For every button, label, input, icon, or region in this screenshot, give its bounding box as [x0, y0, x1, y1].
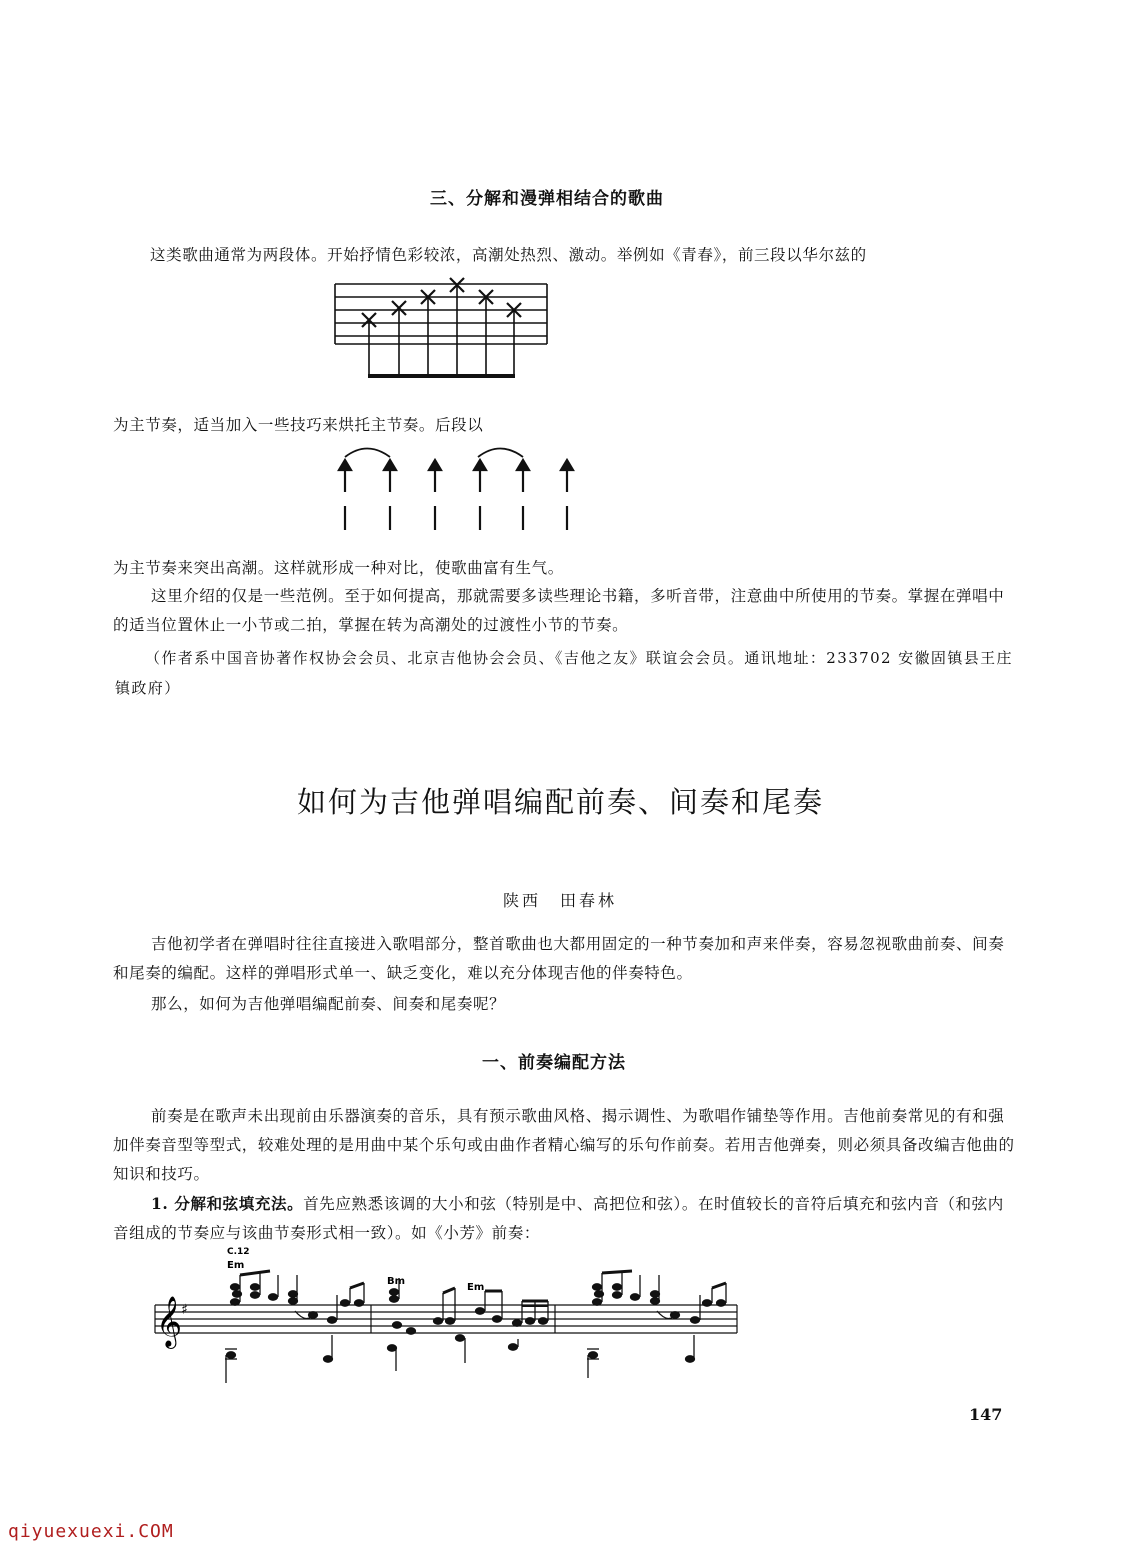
after-tab-text: 为主节奏，适当加入一些技巧来烘托主节奏。后段以 — [113, 416, 484, 434]
chord-label: Em — [467, 1282, 485, 1293]
waltz-tab-diagram — [332, 276, 552, 386]
site-watermark: qiyuexuexi.COM — [8, 1521, 174, 1542]
treble-clef-icon: 𝄞 — [156, 1296, 183, 1347]
chord-label: Em — [227, 1260, 245, 1271]
page-number: 147 — [969, 1405, 1003, 1424]
method-title: 1. 分解和弦填充法。 — [151, 1194, 304, 1213]
section-heading: 三、分解和漫弹相结合的歌曲 — [430, 189, 664, 209]
method-text: 首先应熟悉该调的大小和弦（特别是中、高把位和弦）。在时值较长的音符后填充和弦内音（和弦内音组成的节奏应与该曲节奏形式相一致）。如《小芳》前奏： — [113, 1195, 1004, 1242]
sharp-icon: ♯ — [181, 1302, 188, 1318]
chord-label: Bm — [387, 1276, 406, 1287]
strum-pattern-diagram — [335, 442, 580, 537]
section-heading-prelude: 一、前奏编配方法 — [482, 1053, 626, 1073]
method-paragraph — [113, 1189, 1018, 1248]
after-strum-text: 为主节奏来突出高潮。这样就形成一种对比，使歌曲富有生气。 — [113, 559, 564, 577]
author-note: （作者系中国音协著作权协会会员、北京吉他协会会员、《吉他之友》联谊会会员。通讯地址：233702 安徽固镇县王庄镇政府） — [115, 649, 1013, 697]
position-mark: C.12 — [227, 1247, 250, 1257]
prelude-paragraph: 前奏是在歌声未出现前由乐器演奏的音乐，具有预示歌曲风格、揭示调性、为歌唱作铺垫等作用。吉他前奏常见的有和强加伴奏音型等型式，较难处理的是用曲中某个乐句或由曲作者精心编写的乐句作前奏。若用吉他弹奏，则必须具备改编吉他曲的知识和技巧。 — [113, 1107, 1015, 1183]
section-intro: 这类歌曲通常为两段体。开始抒情色彩较浓，高潮处热烈、激动。举例如《青春》，前三段以华尔兹的 — [150, 246, 867, 264]
article-question: 那么，如何为吉他弹唱编配前奏、间奏和尾奏呢？ — [151, 995, 506, 1013]
xiaofang-prelude-score — [145, 1243, 745, 1393]
article-paragraph: 吉他初学者在弹唱时往往直接进入歌唱部分，整首歌曲也大都用固定的一种节奏加和声来伴奏，容易忽视歌曲前奏、间奏和尾奏的编配。这样的弹唱形式单一、缺乏变化，难以充分体现吉他的伴奏特色。 — [113, 935, 1005, 982]
article-title: 如何为吉他弹唱编配前奏、间奏和尾奏 — [297, 785, 825, 819]
summary-paragraph: 这里介绍的仅是一些范例。至于如何提高，那就需要多读些理论书籍，多听音带，注意曲中所使用的节奏。掌握在弹唱中的适当位置休止一小节或二拍，掌握在转为高潮处的过渡性小节的节奏。 — [113, 587, 1005, 634]
author-byline: 陕西 田春林 — [503, 891, 618, 910]
